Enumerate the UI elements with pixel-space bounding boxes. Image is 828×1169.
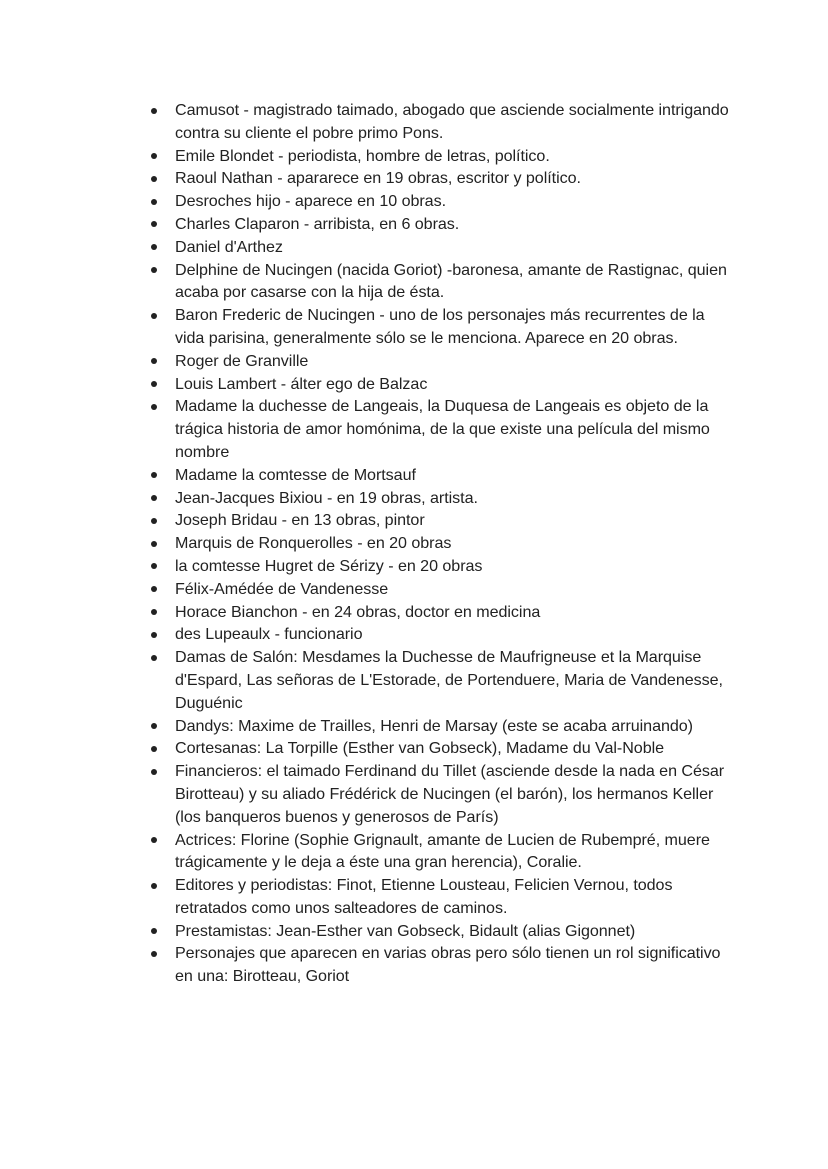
list-item-text: Charles Claparon - arribista, en 6 obras.	[175, 214, 460, 233]
list-item	[175, 236, 735, 259]
list-item	[175, 829, 735, 875]
list-item-text: Prestamistas: Jean-Esther van Gobseck, Bidault (alias Gigonnet)	[175, 921, 636, 940]
list-item-text: Félix-Amédée de Vandenesse	[175, 579, 389, 598]
list-item	[175, 304, 735, 350]
bullet-icon	[151, 837, 157, 843]
list-item	[175, 942, 735, 988]
list-item-text: Financieros: el taimado Ferdinand du Tillet (asciende desde la nada en César Birotteau) y su aliado Frédérick de Nucingen (el barón), los hermanos Keller (los banqueros buenos y generosos de París)	[175, 762, 725, 826]
list-item-text: Marquis de Ronquerolles - en 20 obras	[175, 534, 452, 553]
list-item	[175, 623, 735, 646]
bullet-icon	[151, 244, 157, 250]
list-item	[175, 737, 735, 760]
bullet-icon	[151, 563, 157, 569]
bullet-icon	[151, 609, 157, 615]
list-item-text: Desroches hijo - aparece en 10 obras.	[175, 192, 447, 211]
bullet-icon	[151, 358, 157, 364]
list-item-text: Delphine de Nucingen (nacida Goriot) -baronesa, amante de Rastignac, quien acaba por casarse con la hija de ésta.	[175, 260, 727, 302]
list-item-text: Horace Bianchon - en 24 obras, doctor en medicina	[175, 602, 541, 621]
list-item-text: Jean-Jacques Bixiou - en 19 obras, artista.	[175, 488, 478, 507]
list-item	[175, 213, 735, 236]
list-item	[175, 487, 735, 510]
bullet-icon	[151, 199, 157, 205]
bullet-icon	[151, 153, 157, 159]
list-item-text: Dandys: Maxime de Trailles, Henri de Marsay (este se acaba arruinando)	[175, 716, 693, 735]
list-item-text: Louis Lambert - álter ego de Balzac	[175, 374, 428, 393]
list-item-text: des Lupeaulx - funcionario	[175, 625, 363, 644]
bullet-icon	[151, 518, 157, 524]
list-item	[175, 464, 735, 487]
bullet-icon	[151, 267, 157, 273]
bullet-icon	[151, 951, 157, 957]
list-item	[175, 395, 735, 463]
bullet-icon	[151, 632, 157, 638]
list-item-text: Emile Blondet - periodista, hombre de letras, político.	[175, 146, 550, 165]
list-item-text: Madame la comtesse de Mortsauf	[175, 465, 416, 484]
list-item-text: Baron Frederic de Nucingen - uno de los personajes más recurrentes de la vida parisina, generalmente sólo se le menciona. Aparece en 20 obras.	[175, 306, 705, 347]
bullet-icon	[151, 404, 157, 410]
bullet-icon	[151, 495, 157, 501]
list-item	[175, 601, 735, 624]
list-item	[175, 373, 735, 396]
list-item-text: Damas de Salón: Mesdames la Duchesse de Maufrigneuse et la Marquise d'Espard, Las señoras de L'Estorade, de Portenduere, Maria de Vandenesse, Duguénic	[175, 648, 723, 712]
bullet-icon	[151, 472, 157, 478]
list-item-text: Editores y periodistas: Finot, Etienne Lousteau, Felicien Vernou, todos retratados como unos salteadores de caminos.	[175, 876, 673, 917]
bullet-icon	[151, 883, 157, 889]
bullet-icon	[151, 176, 157, 182]
list-item-text: Cortesanas: La Torpille (Esther van Gobseck), Madame du Val-Noble	[175, 739, 665, 758]
list-item-text: Raoul Nathan - apararece en 19 obras, escritor y político.	[175, 169, 581, 188]
bullet-icon	[151, 541, 157, 547]
list-item-text: Daniel d'Arthez	[175, 237, 283, 256]
list-item	[175, 920, 735, 943]
list-item	[175, 578, 735, 601]
list-item	[175, 715, 735, 738]
list-item	[175, 350, 735, 373]
bullet-icon	[151, 586, 157, 592]
bullet-icon	[151, 746, 157, 752]
list-item	[175, 760, 735, 828]
list-item-text: Personajes que aparecen en varias obras pero sólo tienen un rol significativo en una: Birotteau, Goriot	[175, 944, 721, 986]
list-item	[175, 874, 735, 920]
list-item-text: Roger de Granville	[175, 351, 309, 370]
list-item-text: Actrices: Florine (Sophie Grignault, amante de Lucien de Rubempré, muere trágicamente y le deja a éste una gran herencia), Coralie.	[175, 830, 710, 872]
list-item	[175, 167, 735, 190]
bullet-icon	[151, 381, 157, 387]
list-item-text: Madame la duchesse de Langeais, la Duquesa de Langeais es objeto de la trágica historia de amor homónima, de la que existe una película del mismo nombre	[175, 397, 710, 461]
list-item	[175, 145, 735, 168]
bullet-icon	[151, 221, 157, 227]
list-item-text: Joseph Bridau - en 13 obras, pintor	[175, 511, 425, 530]
list-item	[175, 532, 735, 555]
bullet-icon	[151, 313, 157, 319]
list-item	[175, 509, 735, 532]
list-item	[175, 646, 735, 714]
list-item	[175, 99, 735, 145]
list-item	[175, 190, 735, 213]
bullet-icon	[151, 655, 157, 661]
bullet-icon	[151, 723, 157, 729]
list-item-text: la comtesse Hugret de Sérizy - en 20 obras	[175, 556, 483, 575]
bullet-icon	[151, 928, 157, 934]
bullet-icon	[151, 769, 157, 775]
list-item-text: Camusot - magistrado taimado, abogado que asciende socialmente intrigando contra su cliente el pobre primo Pons.	[175, 101, 729, 142]
list-item	[175, 259, 735, 305]
bullet-icon	[151, 108, 157, 114]
list-item	[175, 555, 735, 578]
character-list	[175, 99, 735, 988]
